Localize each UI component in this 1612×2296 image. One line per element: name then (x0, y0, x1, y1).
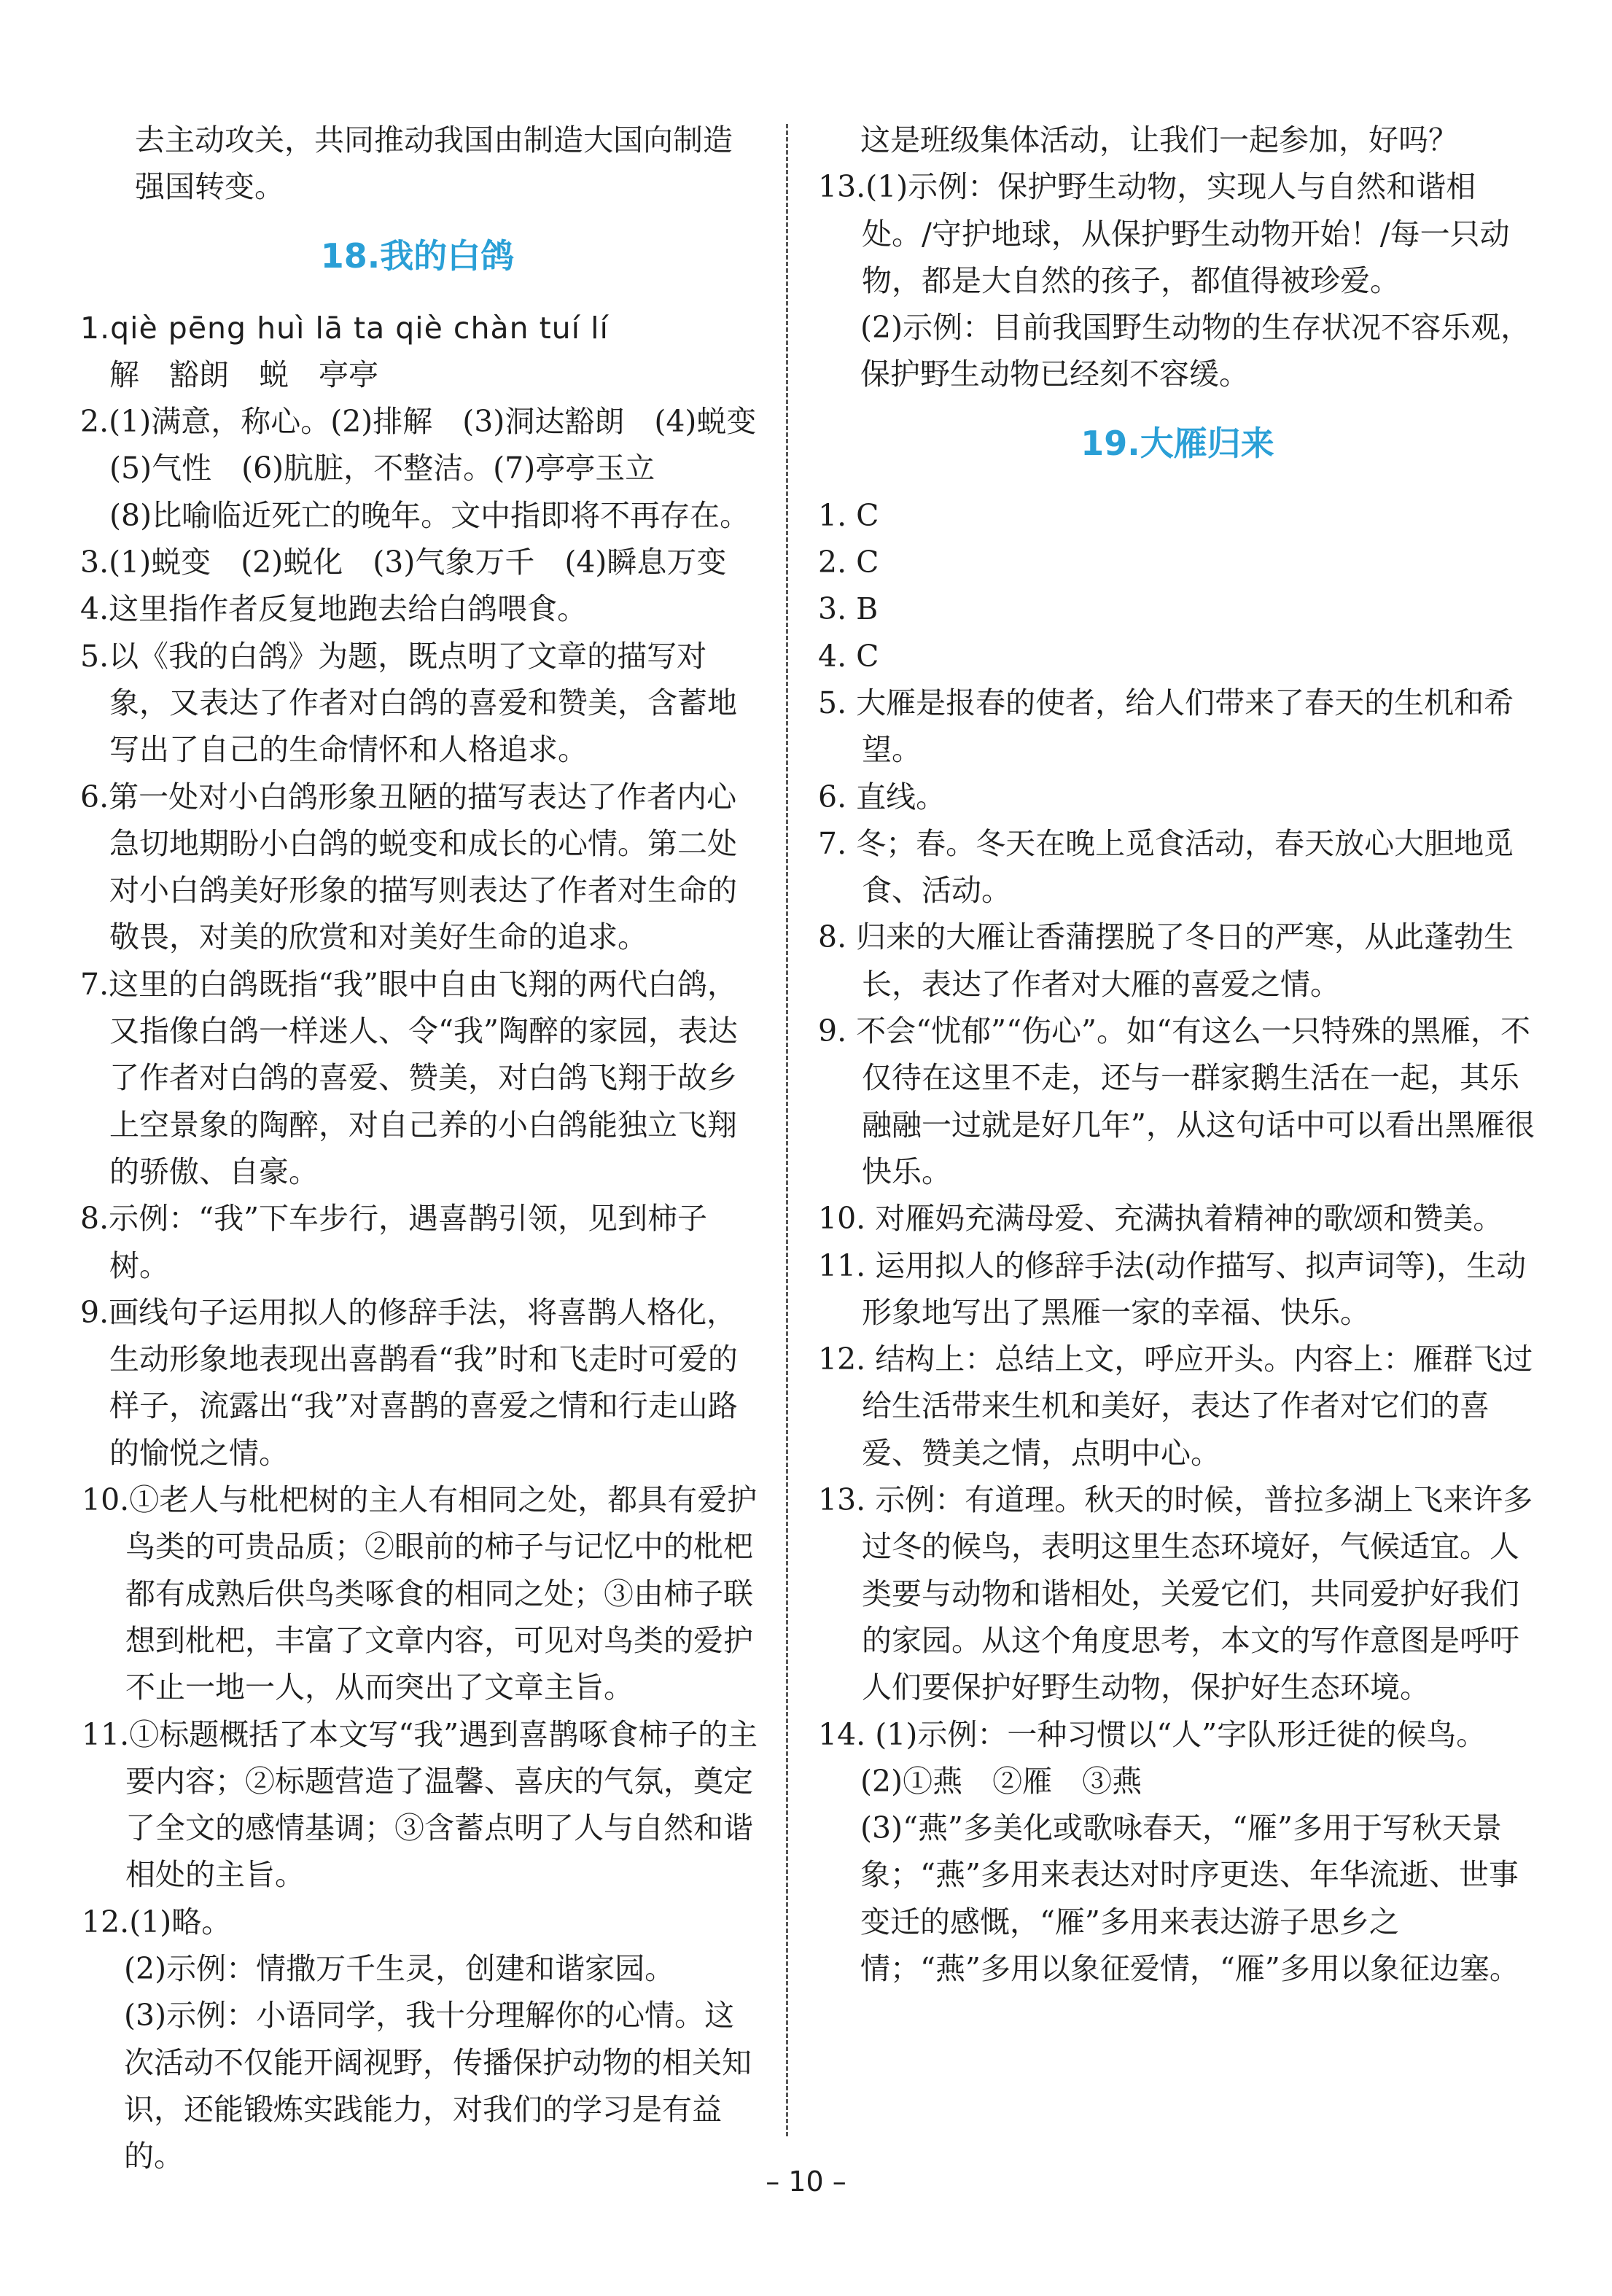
left-column (73, 117, 787, 2179)
answer-6: 6. 直线。 (818, 779, 946, 814)
right-column (809, 117, 1546, 1992)
q2-line-b: (8)比喻临近死亡的晚年。文中指即将不再存在。 (109, 497, 750, 533)
q13-part2: (2)示例：目前我国野生动物的生存状况不容乐观，保护野生动物已经刻不容缓。 (860, 310, 1531, 392)
page-number: – 10 – (766, 2165, 846, 2198)
right-continuation: 这是班级集体活动，让我们一起参加，好吗？ (860, 122, 1458, 157)
q11-answer: 11.①标题概括了本文写“我”遇到喜鹊啄食柿子的主要内容；②标题营造了温馨、喜庆的气氛，奠定了全文的感情基调；③含蓄点明了人与自然和谐相处的主旨。 (82, 1716, 758, 1893)
q4-answer: 4.这里指作者反复地跑去给白鸽喂食。 (80, 591, 588, 627)
section-title-18: 18.我的白鸽 (320, 236, 515, 276)
q2-line-a: 2.(1)满意，称心。(2)排解 (3)洞达豁朗 (4)蜕变 (5)气性 (6)肮脏，不整洁。(7)亭亭玉立 (80, 404, 787, 486)
q10-answer: 10.①老人与枇杷树的主人有相同之处，都具有爱护鸟类的可贵品质；②眼前的柿子与记忆中的枇杷都有成熟后供鸟类啄食的相同之处；③由柿子联想到枇杷，丰富了文章内容，可见对鸟类的爱护不止一地一人，从而突出了文章主旨。 (82, 1482, 758, 1705)
answer-14-part2: (2)①燕 ②雁 ③燕 (860, 1763, 1142, 1799)
answer-5: 5. 大雁是报春的使者，给人们带来了春天的生机和希望。 (818, 685, 1514, 768)
q1-pinyin: 1.qiè pēng huì lā ta qiè chàn tuí lí (80, 310, 609, 346)
left-continuation: 去主动攻关，共同推动我国由制造大国向制造强国转变。 (135, 122, 733, 205)
answer-13: 13. 示例：有道理。秋天的时候，普拉多湖上飞来许多过冬的候鸟，表明这里生态环境好，气候适宜。人类要与动物和谐相处，关爱它们，共同爱护好我们的家园。从这个角度思考，本文的写作意图是呼吁人们要保护好野生动物，保护好生态环境。 (818, 1482, 1533, 1705)
answer-11: 11. 运用拟人的修辞手法(动作描写、拟声词等)，生动形象地写出了黑雁一家的幸福、快乐。 (818, 1248, 1527, 1330)
answer-12: 12. 结构上：总结上文，呼应开头。内容上：雁群飞过给生活带来生机和美好，表达了作者对它们的喜爱、赞美之情，点明中心。 (818, 1342, 1533, 1471)
section-title-19: 19.大雁归来 (1080, 423, 1274, 463)
answer-14-part1: 14. (1)示例：一种习惯以“人”字队形迁徙的候鸟。 (818, 1716, 1487, 1752)
q5-answer: 5.以《我的白鸽》为题，既点明了文章的描写对象，又表达了作者对白鸽的喜爱和赞美，含蓄地写出了自己的生命情怀和人格追求。 (80, 638, 737, 768)
q6-answer: 6.第一处对小白鸽形象丑陋的描写表达了作者内心急切地期盼小白鸽的蜕变和成长的心情。第二处对小白鸽美好形象的描写则表达了作者对生命的敬畏，对美的欣赏和对美好生命的追求。 (80, 779, 737, 955)
answer-3: 3. B (818, 591, 879, 627)
q13-part1: 13.(1)示例：保护野生动物，实现人与自然和谐相处。/守护地球，从保护野生动物开始！/每一只动物，都是大自然的孩子，都值得被珍爱。 (818, 169, 1510, 298)
q8-answer: 8.示例：“我”下车步行，遇喜鹊引领，见到柿子树。 (80, 1201, 708, 1283)
answer-9: 9. 不会“忧郁”“伤心”。如“有这么一只特殊的黑雁，不仅待在这里不走，还与一群家鹅生活在一起，其乐融融一过就是好几年”，从这句话中可以看出黑雁很快乐。 (818, 1013, 1535, 1189)
answer-1: 1. C (818, 497, 879, 533)
answer-14-part3: (3)“燕”多美化或歌咏春天，“雁”多用于写秋天景象；“燕”多用来表达对时序更迭、年华流逝、世事变迁的感慨，“雁”多用来表达游子思乡之情；“燕”多用以象征爱情，“雁”多用以象征边塞。 (860, 1810, 1519, 1986)
answer-4: 4. C (818, 638, 879, 674)
answer-7: 7. 冬；春。冬天在晚上觅食活动，春天放心大胆地觅食、活动。 (818, 825, 1514, 908)
q3-answer: 3.(1)蜕变 (2)蜕化 (3)气象万千 (4)瞬息万变 (80, 545, 727, 580)
answer-2: 2. C (818, 545, 879, 580)
answer-8: 8. 归来的大雁让香蒲摆脱了冬日的严寒，从此蓬勃生长，表达了作者对大雁的喜爱之情。 (818, 919, 1514, 1002)
q9-answer: 9.画线句子运用拟人的修辞手法，将喜鹊人格化，生动形象地表现出喜鹊看“我”时和飞走时可爱的样子，流露出“我”对喜鹊的喜爱之情和行走山路的愉悦之情。 (80, 1294, 738, 1471)
q12-part2: (2)示例：情撒万千生灵，创建和谐家园。 (124, 1950, 675, 1986)
answer-10: 10. 对雁妈充满母爱、充满执着精神的歌颂和赞美。 (818, 1201, 1503, 1237)
q1-characters: 解 豁朗 蜕 亭亭 (109, 357, 378, 392)
column-divider (786, 124, 788, 2136)
q12-part3: (3)示例：小语同学，我十分理解你的心情。这次活动不仅能开阔视野，传播保护动物的相关知识，还能锻炼实践能力，对我们的学习是有益的。 (124, 1998, 752, 2174)
q12-part1: 12.(1)略。 (82, 1904, 232, 1939)
q7-answer: 7.这里的白鸽既指“我”眼中自由飞翔的两代白鸽，又指像白鸽一样迷人、令“我”陶醉的家园，表达了作者对白鸽的喜爱、赞美，对白鸽飞翔于故乡上空景象的陶醉，对自己养的小白鸽能独立飞翔的骄傲、自豪。 (80, 966, 738, 1189)
